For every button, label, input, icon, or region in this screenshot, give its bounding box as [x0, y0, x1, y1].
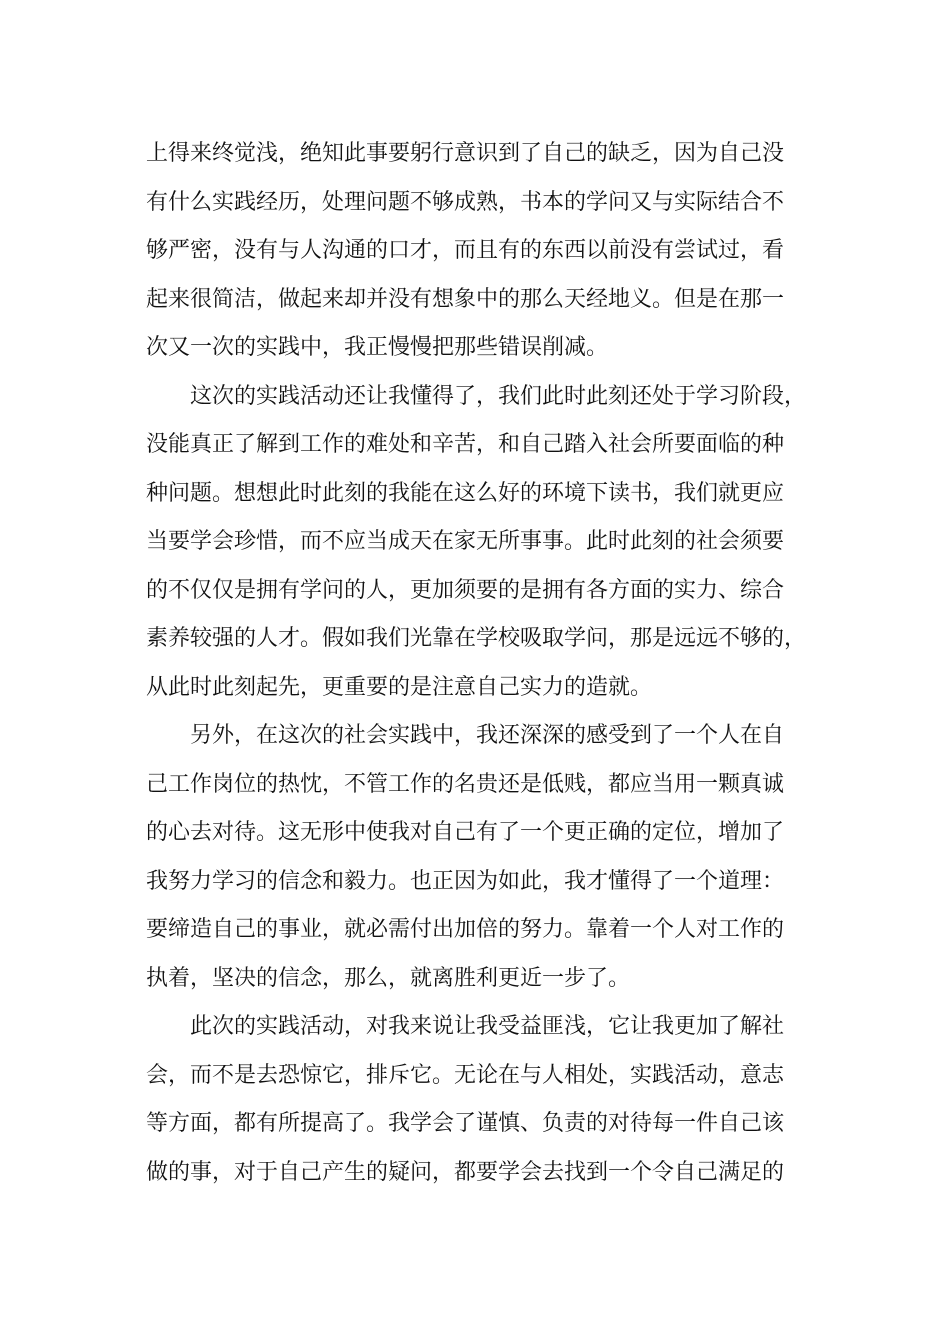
text-line: 没能真正了解到工作的难处和辛苦，和自己踏入社会所要面临的种 [146, 432, 785, 457]
text-line: 会，而不是去恐惊它，排斥它。无论在与人相处，实践活动，意志 [146, 1062, 785, 1088]
text-line: 从此时此刻起先，更重要的是注意自己实力的造就。 [146, 674, 653, 700]
text-line: 的不仅仅是拥有学问的人，更加须要的是拥有各方面的实力、综合 [146, 577, 785, 603]
text-line: 上得来终觉浅，绝知此事要躬行意识到了自己的缺乏，因为自己没 [146, 141, 785, 166]
text-line: 起来很简洁，做起来却并没有想象中的那么天经地义。但是在那一 [146, 286, 785, 312]
text-line: 素养较强的人才。假如我们光靠在学校吸取学问，那是远远不够的， [146, 626, 807, 651]
paragraph-first-line: 此次的实践活动，对我来说让我受益匪浅，它让我更加了解社 [190, 1014, 785, 1039]
text-line: 等方面，都有所提高了。我学会了谨慎、负责的对待每一件自己该 [146, 1111, 785, 1136]
text-line: 种问题。想想此时此刻的我能在这么好的环境下读书，我们就更应 [146, 480, 785, 506]
text-line: 要缔造自己的事业，就必需付出加倍的努力。靠着一个人对工作的 [146, 917, 785, 942]
text-line: 有什么实践经历，处理问题不够成熟，书本的学问又与实际结合不 [146, 189, 785, 215]
body-text [146, 130, 806, 1197]
text-line: 己工作岗位的热忱，不管工作的名贵还是低贱，都应当用一颗真诚 [146, 771, 785, 797]
text-line: 当要学会珍惜，而不应当成天在家无所事事。此时此刻的社会须要 [146, 529, 785, 554]
text-line: 做的事，对于自己产生的疑问，都要学会去找到一个令自己满足的 [146, 1159, 785, 1185]
paragraph-first-line: 另外，在这次的社会实践中，我还深深的感受到了一个人在自 [190, 723, 785, 748]
text-line: 的心去对待。这无形中使我对自己有了一个更正确的定位，增加了 [146, 820, 785, 845]
text-line: 执着，坚决的信念，那么，就离胜利更近一步了。 [146, 965, 631, 991]
paragraph-first-line: 这次的实践活动还让我懂得了，我们此时此刻还处于学习阶段， [190, 383, 807, 409]
text-line: 我努力学习的信念和毅力。也正因为如此，我才懂得了一个道理： [146, 868, 785, 894]
text-line: 够严密，没有与人沟通的口才，而且有的东西以前没有尝试过，看 [146, 238, 785, 263]
text-line: 次又一次的实践中，我正慢慢把那些错误削减。 [146, 335, 609, 360]
